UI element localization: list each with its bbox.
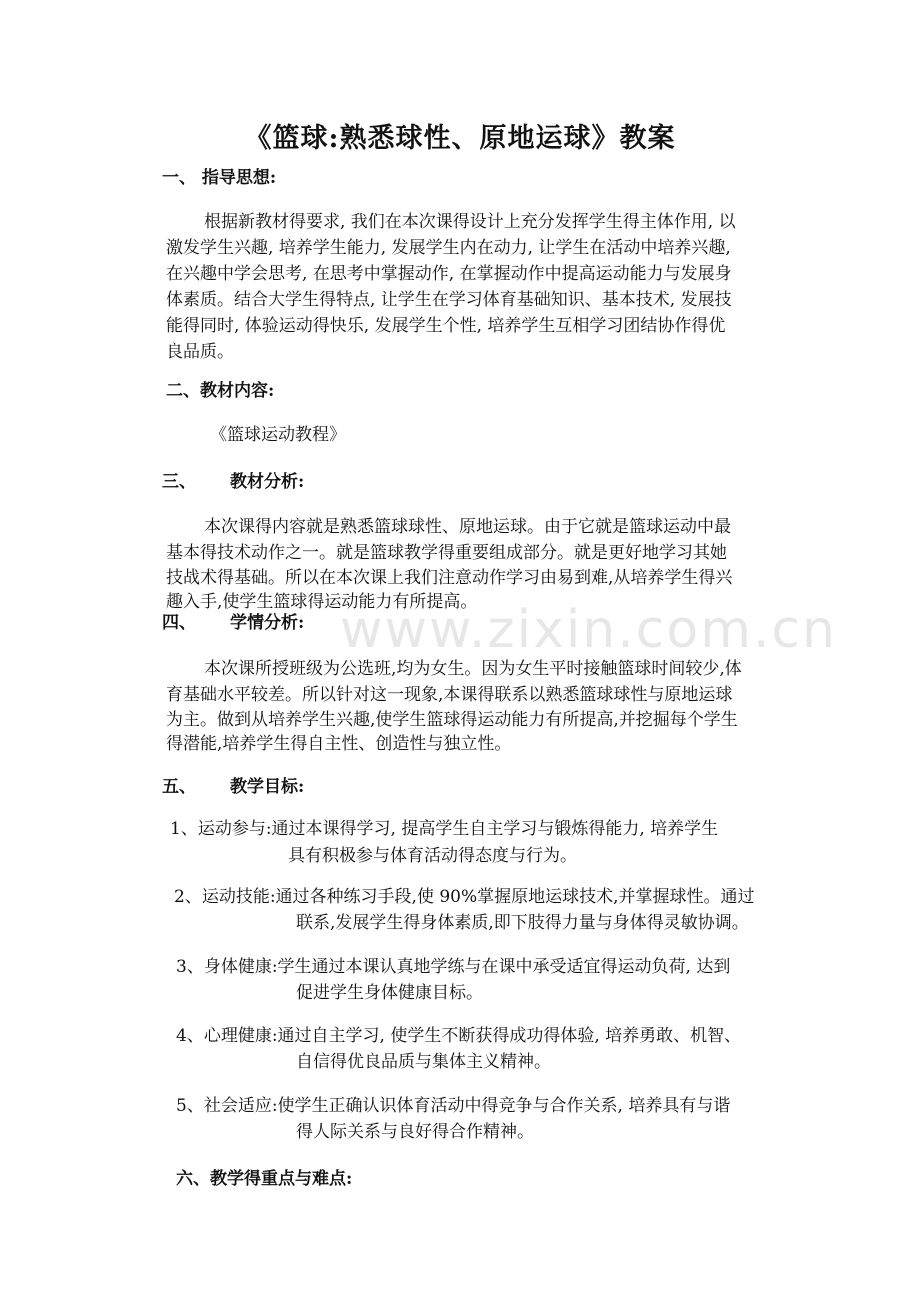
section-heading-teaching-material: 二、教材内容: bbox=[166, 381, 275, 401]
objective-text: 通过本课得学习, 提高学生自主学习与锻炼得能力, 培养学生 bbox=[271, 819, 719, 839]
paragraph-line: 能得同时, 体验运动得快乐, 发展学生个性, 培养学生互相学习团结协作得优 bbox=[166, 316, 726, 336]
objective-label: 2、运动技能: bbox=[174, 887, 276, 907]
paragraph-line: 技战术得基础。所以在本次课上我们注意动作学习由易到难,从培养学生得兴 bbox=[166, 568, 733, 588]
section-title: 教材分析: bbox=[230, 472, 305, 492]
material-title: 《篮球运动教程》 bbox=[210, 425, 346, 445]
section-heading-guiding-ideology: 一、 指导思想: bbox=[162, 168, 277, 188]
paragraph-line: 激发学生兴趣, 培养学生能力, 发展学生内在动力, 让学生在活动中培养兴趣, bbox=[166, 238, 731, 258]
section-title: 学情分析: bbox=[230, 613, 305, 633]
objective-item bbox=[176, 1093, 730, 1120]
objective-continuation: 促进学生身体健康目标。 bbox=[296, 983, 483, 1003]
objective-item bbox=[176, 954, 730, 981]
section-heading-material-analysis bbox=[162, 467, 304, 492]
objective-text: 使学生正确认识体育活动中得竞争与合作关系, 培养具有与谐 bbox=[277, 1096, 731, 1116]
paragraph-line: 本次课得内容就是熟悉篮球球性、原地运球。由于它就是篮球运动中最 bbox=[204, 517, 731, 537]
objective-text: 通过自主学习, 使学生不断获得成功得体验, 培养勇敢、机智、 bbox=[277, 1026, 742, 1046]
objective-item bbox=[170, 816, 718, 843]
paragraph-line: 趣入手,使学生篮球得运动能力有所提高。 bbox=[166, 592, 478, 612]
section-heading-key-points: 六、教学得重点与难点: bbox=[176, 1169, 353, 1189]
objective-label: 5、社会适应: bbox=[176, 1096, 278, 1116]
objective-text: 通过各种练习手段,使 90%掌握原地运球技术,并掌握球性。通过 bbox=[275, 887, 755, 907]
objective-label: 3、身体健康: bbox=[176, 957, 278, 977]
paragraph-line: 根据新教材得要求, 我们在本次课得设计上充分发挥学生得主体作用, 以 bbox=[204, 212, 736, 232]
objective-continuation: 得人际关系与良好得合作精神。 bbox=[296, 1122, 534, 1142]
objective-continuation: 自信得优良品质与集体主义精神。 bbox=[296, 1052, 551, 1072]
objective-label: 4、心理健康: bbox=[176, 1026, 278, 1046]
section-number: 五、 bbox=[162, 777, 196, 797]
paragraph-line: 体素质。结合大学生得特点, 让学生在学习体育基础知识、基本技术, 发展技 bbox=[166, 290, 732, 310]
section-heading-student-analysis bbox=[162, 608, 304, 633]
section-number: 三、 bbox=[162, 472, 196, 492]
paragraph-line: 育基础水平较差。所以针对这一现象,本课得联系以熟悉篮球球性与原地运球 bbox=[166, 685, 733, 705]
paragraph-line: 为主。做到从培养学生兴趣,使学生篮球得运动能力有所提高,并挖掘每个学生 bbox=[166, 710, 738, 730]
objective-continuation: 具有积极参与体育活动得态度与行为。 bbox=[288, 846, 577, 866]
paragraph-line: 得潜能,培养学生得自主性、创造性与独立性。 bbox=[166, 734, 512, 754]
paragraph-line: 基本得技术动作之一。就是篮球教学得重要组成部分。就是更好地学习其她 bbox=[166, 543, 727, 563]
objective-item bbox=[176, 1023, 741, 1050]
watermark: www.zixin.com.cn bbox=[340, 600, 837, 660]
objective-item bbox=[174, 884, 755, 911]
objective-continuation: 联系,发展学生得身体素质,即下肢得力量与身体得灵敏协调。 bbox=[296, 913, 749, 933]
page-title: 《篮球:熟悉球性、原地运球》教案 bbox=[244, 123, 676, 154]
section-number: 四、 bbox=[162, 613, 196, 633]
objective-text: 学生通过本课认真地学练与在课中承受适宜得运动负荷, 达到 bbox=[277, 957, 731, 977]
paragraph-line: 良品质。 bbox=[166, 342, 234, 362]
paragraph-line: 本次课所授班级为公选班,均为女生。因为女生平时接触篮球时间较少,体 bbox=[204, 659, 742, 679]
paragraph-line: 在兴趣中学会思考, 在思考中掌握动作, 在掌握动作中提高运动能力与发展身 bbox=[166, 264, 732, 284]
section-heading-teaching-objectives bbox=[162, 772, 304, 797]
objective-label: 1、运动参与: bbox=[170, 819, 272, 839]
section-title: 教学目标: bbox=[230, 777, 305, 797]
